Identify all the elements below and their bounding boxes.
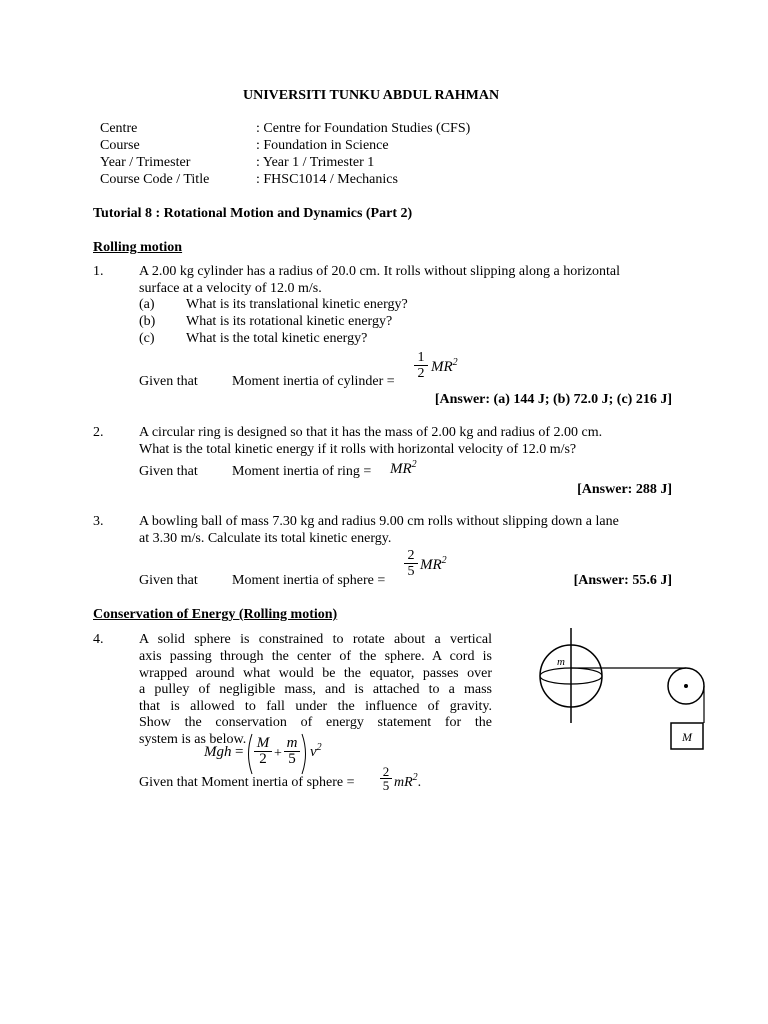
- q2-moment-label: Moment inertia of ring =: [232, 464, 372, 479]
- section-heading-rolling: Rolling motion: [93, 240, 183, 255]
- q4-line4: a pulley of negligible mass, and is attached to a mass: [139, 682, 492, 697]
- q2-given: Given that: [139, 464, 198, 479]
- q4-eq-5: 5: [284, 751, 300, 767]
- q3-fraction: [404, 548, 418, 579]
- q4-eq-v: v: [310, 744, 317, 760]
- q3-line2: at 3.30 m/s. Calculate its total kinetic energy.: [139, 531, 392, 546]
- q1-number: 1.: [93, 264, 104, 279]
- q4-exponent: 2: [412, 772, 418, 783]
- header-value-year: : Year 1 / Trimester 1: [256, 155, 375, 170]
- q1-part-a-text: What is its translational kinetic energy?: [186, 297, 408, 312]
- q1-part-c-text: What is the total kinetic energy?: [186, 331, 368, 346]
- q4-given: Given that Moment inertia of sphere =: [139, 775, 355, 790]
- university-title: UNIVERSITI TUNKU ABDUL RAHMAN: [243, 88, 500, 103]
- q4-eq-frac2: [284, 736, 300, 767]
- q3-exponent: 2: [441, 555, 447, 566]
- q2-number: 2.: [93, 425, 104, 440]
- hanging-mass-label: M: [682, 730, 692, 744]
- q3-moment-label: Moment inertia of sphere =: [232, 573, 386, 588]
- q1-exponent: 2: [452, 357, 458, 368]
- q2-line2: What is the total kinetic energy if it rolls with horizontal velocity of 12.0 m/s?: [139, 442, 577, 457]
- q1-answer: [Answer: (a) 144 J; (b) 72.0 J; (c) 216 J]: [434, 392, 672, 407]
- q4-line2: axis passing through the center of the sphere. A cord is: [139, 649, 492, 664]
- q1-given: Given that: [139, 374, 198, 389]
- header-label-course: Course: [100, 138, 140, 153]
- q4-eq-right-paren: [300, 733, 310, 775]
- q1-part-b-text: What is its rotational kinetic energy?: [186, 314, 393, 329]
- q4-line1: A solid sphere is constrained to rotate about a vertical: [139, 632, 492, 647]
- q2-answer: [Answer: 288 J]: [577, 482, 672, 497]
- q4-line5: that is allowed to fall under the influence of gravity.: [139, 699, 492, 714]
- header-label-code: Course Code / Title: [100, 172, 210, 187]
- q3-given: Given that: [139, 573, 198, 588]
- q3-expression: MR: [420, 557, 442, 573]
- q1-part-b-label: (b): [139, 314, 156, 329]
- q1-moment-label: Moment inertia of cylinder =: [232, 374, 395, 389]
- header-value-course: : Foundation in Science: [256, 138, 389, 153]
- q4-eq-m: m: [286, 735, 298, 751]
- q4-fraction-den: 5: [380, 778, 392, 792]
- q1-line1: A 2.00 kg cylinder has a radius of 20.0 cm. It rolls without slipping along a horizontal: [139, 264, 620, 279]
- header-value-centre: : Centre for Foundation Studies (CFS): [256, 121, 471, 136]
- q4-number: 4.: [93, 632, 104, 647]
- q4-line6: Show the conservation of energy statement for the: [139, 715, 492, 730]
- q4-eq-plus: +: [274, 746, 282, 761]
- sphere-pulley-diagram: [535, 628, 710, 753]
- q3-fraction-den: 5: [404, 563, 418, 579]
- tutorial-title: Tutorial 8 : Rotational Motion and Dynamics (Part 2): [93, 206, 413, 221]
- q1-fraction-num: 1: [417, 350, 425, 365]
- q4-eq-lhs: Mgh: [204, 744, 232, 760]
- q4-eq-left-paren: [244, 733, 254, 775]
- q1-expression: MR: [431, 359, 453, 375]
- section-heading-conservation: Conservation of Energy (Rolling motion): [93, 607, 338, 622]
- q1-fraction: [414, 350, 428, 381]
- q3-fraction-num: 2: [407, 548, 415, 563]
- q1-part-c-label: (c): [139, 331, 155, 346]
- q4-eq-exp: 2: [316, 742, 322, 753]
- q2-expression: MR: [390, 461, 412, 477]
- q4-fraction: [380, 765, 392, 792]
- q4-expression: mR: [394, 775, 413, 790]
- q4-eq-frac1: [254, 736, 272, 767]
- q4-eq-equals: =: [235, 744, 244, 760]
- q3-number: 3.: [93, 514, 104, 529]
- q2-exponent: 2: [411, 459, 417, 470]
- pulley-axle: [684, 684, 688, 688]
- header-label-centre: Centre: [100, 121, 138, 136]
- q4-eq-2: 2: [254, 751, 272, 767]
- q2-line1: A circular ring is designed so that it has the mass of 2.00 kg and radius of 2.00 cm.: [139, 425, 603, 440]
- q1-line2: surface at a velocity of 12.0 m/s.: [139, 281, 322, 296]
- q3-answer: [Answer: 55.6 J]: [573, 573, 672, 588]
- q4-eq-M: M: [256, 735, 270, 751]
- header-value-code: : FHSC1014 / Mechanics: [256, 172, 398, 187]
- sphere-mass-label: m: [557, 656, 565, 668]
- q4-fraction-num: 2: [382, 764, 390, 779]
- header-label-year: Year / Trimester: [100, 155, 191, 170]
- q1-fraction-den: 2: [414, 365, 428, 381]
- q1-part-a-label: (a): [139, 297, 155, 312]
- q4-line7: system is as below.: [139, 732, 247, 747]
- q3-line1: A bowling ball of mass 7.30 kg and radius 9.00 cm rolls without slipping down a lane: [139, 514, 619, 529]
- q4-line3: wrapped around what would be the equator, passes over: [139, 666, 492, 681]
- q4-period: .: [417, 775, 422, 790]
